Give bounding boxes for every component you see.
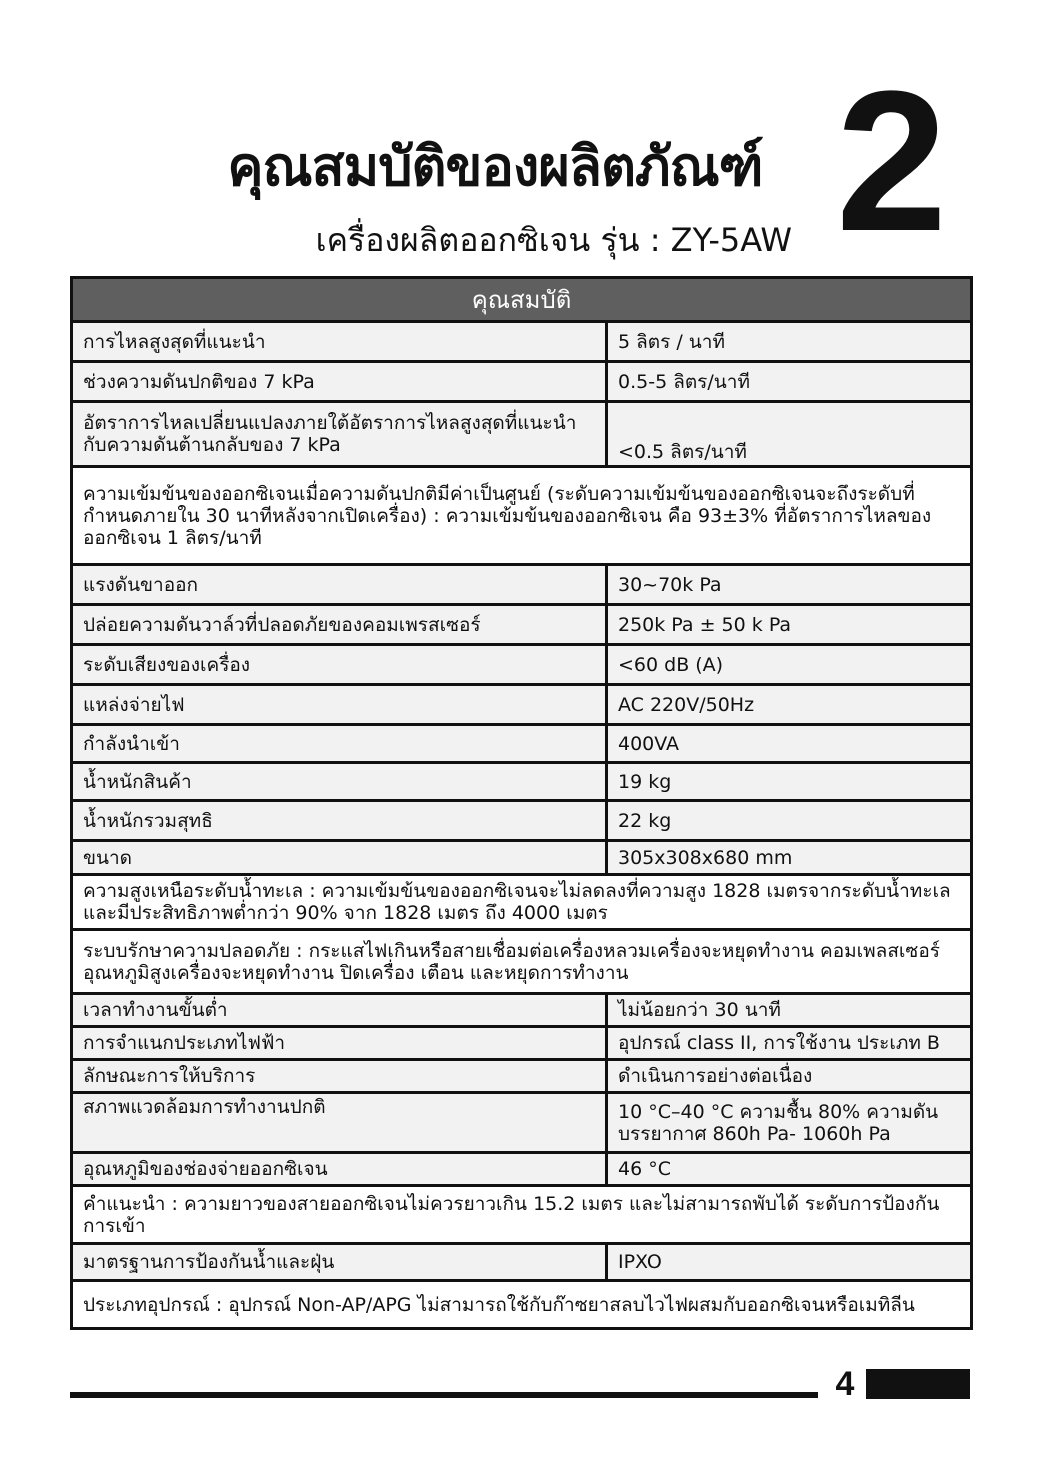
spec-table [70, 276, 973, 1330]
table-row [72, 322, 972, 362]
page-title: คุณสมบัติของผลิตภัณฑ์ [227, 135, 763, 198]
spec-label: น้ำหนักรวมสุทธิ [72, 801, 607, 841]
table-row [72, 565, 972, 605]
spec-label: น้ำหนักสินค้า [72, 763, 607, 801]
table-row [72, 801, 972, 841]
spec-label: สภาพแวดล้อมการทำงานปกติ [72, 1093, 607, 1153]
table-row [72, 994, 972, 1027]
spec-note: ความเข้มข้นของออกซิเจนเมื่อความดันปกติมีค่าเป็นศูนย์ (ระดับความเข้มข้นของออกซิเจนจะถึงระดับที่กำหนดภายใน 30 นาทีหลังจากเปิดเครื่อง) : ความเข้มข้นของออกซิเจน คือ 93±3% ที่อัตราการไหลของออกซิเจน 1 ลิตร/นาที [72, 467, 972, 565]
spec-label: ช่วงความดันปกติของ 7 kPa [72, 362, 607, 402]
table-row [72, 841, 972, 875]
page-subtitle: เครื่องผลิตออกซิเจน รุ่น : ZY-5AW [315, 221, 792, 259]
spec-label: อุณหภูมิของช่องจ่ายออกซิเจน [72, 1153, 607, 1186]
spec-note: ระบบรักษาความปลอดภัย : กระแสไฟเกินหรือสายเชื่อมต่อเครื่องหลวมเครื่องจะหยุดทำงาน คอมเพลสเซอร์อุณหภูมิสูงเครื่องจะหยุดทำงาน ปิดเครื่อง เตือน และหยุดการทำงาน [72, 930, 972, 994]
spec-value: 400VA [607, 725, 972, 763]
spec-value: <60 dB (A) [607, 645, 972, 685]
spec-label: เวลาทำงานขั้นต่ำ [72, 994, 607, 1027]
table-row [72, 763, 972, 801]
spec-note: ประเภทอุปกรณ์ : อุปกรณ์ Non-AP/APG ไม่สามารถใช้กับก๊าซยาสลบไวไฟผสมกับออกซิเจนหรือเมทิลีน [72, 1281, 972, 1329]
spec-label: ปล่อยความดันวาล์วที่ปลอดภัยของคอมเพรสเซอร์ [72, 605, 607, 645]
spec-note: คำแนะนำ : ความยาวของสายออกซิเจนไม่ควรยาวเกิน 15.2 เมตร และไม่สามารถพับได้ ระดับการป้องกันการเข้า [72, 1186, 972, 1244]
chapter-number: 2 [836, 50, 948, 273]
spec-value: AC 220V/50Hz [607, 685, 972, 725]
table-row [72, 1244, 972, 1281]
spec-label: อัตราการไหลเปลี่ยนแปลงภายใต้อัตราการไหลสูงสุดที่แนะนำกับความดันต้านกลับของ 7 kPa [72, 402, 607, 467]
spec-value: 0.5-5 ลิตร/นาที [607, 362, 972, 402]
spec-label: ลักษณะการให้บริการ [72, 1060, 607, 1093]
spec-value: <0.5 ลิตร/นาที [607, 402, 972, 467]
spec-label: มาตรฐานการป้องกันน้ำและฝุ่น [72, 1244, 607, 1281]
spec-note: ความสูงเหนือระดับน้ำทะเล : ความเข้มข้นของออกซิเจนจะไม่ลดลงที่ความสูง 1828 เมตรจากระดับน้ำทะเลและมีประสิทธิภาพต่ำกว่า 90% จาก 1828 เมตร ถึง 4000 เมตร [72, 875, 972, 930]
spec-value: 30~70k Pa [607, 565, 972, 605]
table-row [72, 1060, 972, 1093]
table-row [72, 1027, 972, 1060]
table-row-full [72, 930, 972, 994]
spec-value: IPXO [607, 1244, 972, 1281]
table-row [72, 685, 972, 725]
table-row [72, 645, 972, 685]
spec-label: แรงดันขาออก [72, 565, 607, 605]
table-row-full [72, 1186, 972, 1244]
spec-value: 305x308x680 mm [607, 841, 972, 875]
page-number: 4 [835, 1365, 855, 1403]
spec-label: แหล่งจ่ายไฟ [72, 685, 607, 725]
spec-value: ดำเนินการอย่างต่อเนื่อง [607, 1060, 972, 1093]
spec-value: 250k Pa ± 50 k Pa [607, 605, 972, 645]
spec-value: 10 °C–40 °C ความชื้น 80% ความดันบรรยากาศ 860h Pa- 1060h Pa [607, 1093, 972, 1153]
spec-label: ขนาด [72, 841, 607, 875]
table-row [72, 605, 972, 645]
table-row [72, 1093, 972, 1153]
spec-table-header-row [72, 278, 972, 322]
spec-value: 46 °C [607, 1153, 972, 1186]
spec-value: 5 ลิตร / นาที [607, 322, 972, 362]
table-row [72, 1153, 972, 1186]
table-row-full [72, 1281, 972, 1329]
table-row-full [72, 875, 972, 930]
spec-value: ไม่น้อยกว่า 30 นาที [607, 994, 972, 1027]
spec-value: 22 kg [607, 801, 972, 841]
table-row [72, 362, 972, 402]
spec-label: การจำแนกประเภทไฟฟ้า [72, 1027, 607, 1060]
spec-label: ระดับเสียงของเครื่อง [72, 645, 607, 685]
table-row [72, 402, 972, 467]
table-row [72, 725, 972, 763]
page-number-bar [866, 1369, 970, 1399]
table-row-full [72, 467, 972, 565]
spec-label: การไหลสูงสุดที่แนะนำ [72, 322, 607, 362]
spec-value: อุปกรณ์ class II, การใช้งาน ประเภท B [607, 1027, 972, 1060]
spec-table-heading: คุณสมบัติ [72, 278, 972, 322]
spec-value: 19 kg [607, 763, 972, 801]
spec-label: กำลังนำเข้า [72, 725, 607, 763]
footer-rule [70, 1392, 818, 1398]
